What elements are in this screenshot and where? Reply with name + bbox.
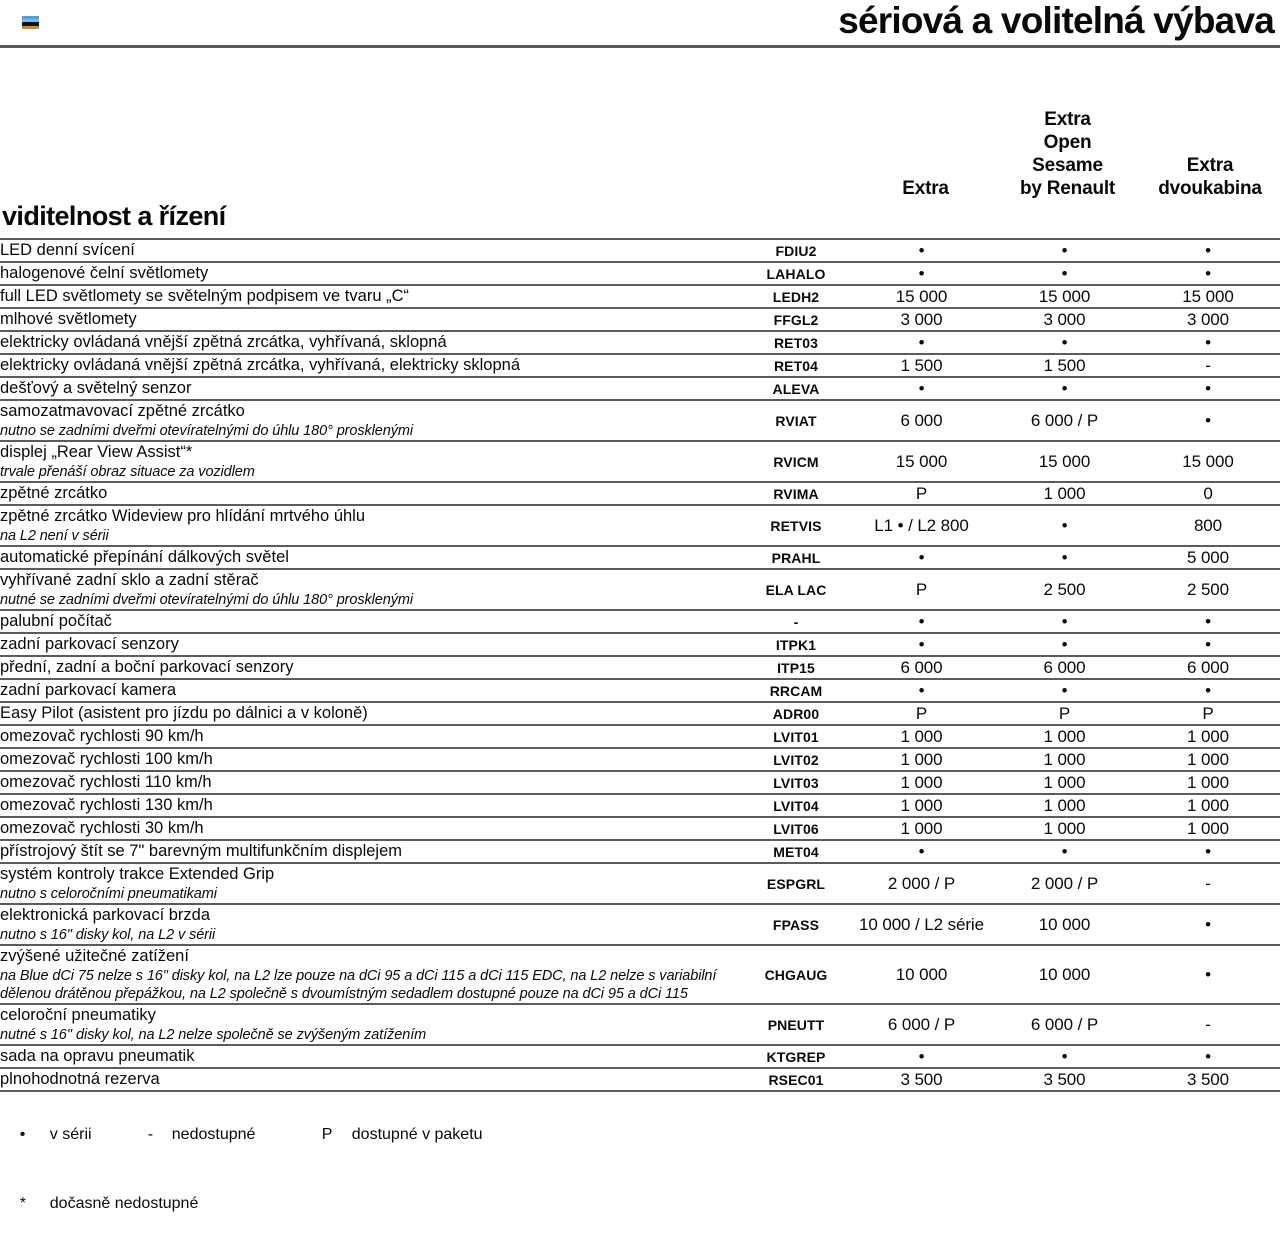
table-row bbox=[0, 702, 1280, 725]
table-row bbox=[0, 239, 1280, 262]
feature-cell bbox=[0, 610, 742, 633]
option-code-cell: PNEUTT bbox=[742, 1004, 850, 1045]
price-cell-col3: 3 500 bbox=[1136, 1068, 1280, 1091]
price-cell-col1: P bbox=[850, 702, 993, 725]
price-cell-col2: 1 000 bbox=[993, 725, 1136, 748]
feature-label: Easy Pilot (asistent pro jízdu po dálnici a v koloně) bbox=[0, 704, 368, 722]
table-row bbox=[0, 1045, 1280, 1068]
feature-label: omezovač rychlosti 130 km/h bbox=[0, 796, 213, 814]
price-cell-col2: 1 500 bbox=[993, 354, 1136, 377]
feature-cell bbox=[0, 656, 742, 679]
option-code-cell: PRAHL bbox=[742, 546, 850, 569]
table-row bbox=[0, 1068, 1280, 1091]
table-row bbox=[0, 482, 1280, 505]
price-cell-col1: • bbox=[850, 633, 993, 656]
column-header-extra-dvoukabina bbox=[1142, 154, 1278, 200]
option-code-cell: RVIAT bbox=[742, 400, 850, 441]
option-code-cell: LVIT04 bbox=[742, 794, 850, 817]
price-cell-col3: • bbox=[1136, 945, 1280, 1004]
price-cell-col2: P bbox=[993, 702, 1136, 725]
table-row bbox=[0, 441, 1280, 482]
price-cell-col2: • bbox=[993, 546, 1136, 569]
option-code-cell: RVIMA bbox=[742, 482, 850, 505]
legend-asterisk-label: dočasně nedostupné bbox=[49, 1195, 199, 1212]
feature-cell bbox=[0, 1068, 742, 1091]
feature-note: trvale přenáší obraz situace za vozidlem bbox=[0, 464, 255, 480]
table-row bbox=[0, 308, 1280, 331]
table-row bbox=[0, 377, 1280, 400]
feature-note: nutno s celoročními pneumatikami bbox=[0, 886, 217, 902]
price-cell-col3: • bbox=[1136, 239, 1280, 262]
feature-cell bbox=[0, 840, 742, 863]
table-row bbox=[0, 285, 1280, 308]
feature-label: omezovač rychlosti 90 km/h bbox=[0, 727, 204, 745]
feature-note: nutno s 16" disky kol, na L2 v sérii bbox=[0, 927, 216, 943]
price-cell-col2: 1 000 bbox=[993, 771, 1136, 794]
column-header-open-sesame-line4: by Renault bbox=[1019, 178, 1116, 199]
price-cell-col1: P bbox=[850, 482, 993, 505]
feature-label: plnohodnotná rezerva bbox=[0, 1070, 160, 1088]
option-code-cell: ADR00 bbox=[742, 702, 850, 725]
price-cell-col1: • bbox=[850, 262, 993, 285]
table-row bbox=[0, 904, 1280, 945]
option-code-cell: ESPGRL bbox=[742, 863, 850, 904]
price-cell-col2: 1 000 bbox=[993, 794, 1136, 817]
feature-label: displej „Rear View Assist“* bbox=[0, 443, 193, 461]
feature-label: zpětné zrcátko Wideview pro hlídání mrtvého úhlu bbox=[0, 507, 366, 525]
table-row bbox=[0, 610, 1280, 633]
column-header-open-sesame-line1: Extra bbox=[1044, 109, 1091, 130]
table-row bbox=[0, 400, 1280, 441]
feature-label: elektricky ovládaná vnější zpětná zrcátka, vyhřívaná, sklopná bbox=[0, 333, 447, 351]
feature-label: mlhové světlomety bbox=[0, 310, 137, 328]
legend-dash-symbol: - bbox=[147, 1126, 154, 1143]
feature-cell bbox=[0, 308, 742, 331]
price-cell-col3: 1 000 bbox=[1136, 748, 1280, 771]
feature-label: přední, zadní a boční parkovací senzory bbox=[0, 658, 294, 676]
feature-cell bbox=[0, 1045, 742, 1068]
price-cell-col1: 10 000 bbox=[850, 945, 993, 1004]
feature-note: na L2 není v sérii bbox=[0, 528, 109, 544]
feature-label: omezovač rychlosti 30 km/h bbox=[0, 819, 204, 837]
feature-cell bbox=[0, 482, 742, 505]
feature-cell bbox=[0, 400, 742, 441]
feature-cell bbox=[0, 748, 742, 771]
price-cell-col3: 1 000 bbox=[1136, 725, 1280, 748]
price-cell-col2: • bbox=[993, 262, 1136, 285]
table-row bbox=[0, 771, 1280, 794]
table-row bbox=[0, 817, 1280, 840]
price-cell-col1: 3 000 bbox=[850, 308, 993, 331]
price-cell-col2: 1 000 bbox=[993, 817, 1136, 840]
feature-cell bbox=[0, 262, 742, 285]
feature-label: zvýšené užitečné zatížení bbox=[0, 947, 189, 965]
legend-p-label: dostupné v paketu bbox=[351, 1126, 483, 1143]
feature-label: omezovač rychlosti 110 km/h bbox=[0, 773, 212, 791]
equipment-table bbox=[0, 238, 1280, 1092]
price-cell-col1: 10 000 / L2 série bbox=[850, 904, 993, 945]
table-row bbox=[0, 794, 1280, 817]
table-row bbox=[0, 546, 1280, 569]
feature-label: sada na opravu pneumatik bbox=[0, 1047, 195, 1065]
table-row bbox=[0, 262, 1280, 285]
price-cell-col2: • bbox=[993, 633, 1136, 656]
legend-dash-label: nedostupné bbox=[171, 1126, 256, 1143]
feature-cell bbox=[0, 441, 742, 482]
price-cell-col3: • bbox=[1136, 633, 1280, 656]
option-code-cell: RET04 bbox=[742, 354, 850, 377]
feature-cell bbox=[0, 505, 742, 546]
price-cell-col1: 1 500 bbox=[850, 354, 993, 377]
column-header-open-sesame-line2: Open bbox=[1043, 132, 1092, 153]
option-code-cell: CHGAUG bbox=[742, 945, 850, 1004]
section-title: viditelnost a řízení bbox=[2, 201, 226, 231]
legend-p-symbol: P bbox=[321, 1126, 333, 1143]
column-header-open-sesame-line3: Sesame bbox=[1032, 155, 1103, 176]
option-code-cell: ITP15 bbox=[742, 656, 850, 679]
price-cell-col2: 2 500 bbox=[993, 569, 1136, 610]
feature-cell bbox=[0, 546, 742, 569]
feature-cell bbox=[0, 354, 742, 377]
price-cell-col2: 15 000 bbox=[993, 285, 1136, 308]
price-cell-col1: 2 000 / P bbox=[850, 863, 993, 904]
equipment-table-body bbox=[0, 239, 1280, 1091]
price-cell-col2: • bbox=[993, 1045, 1136, 1068]
price-cell-col2: • bbox=[993, 610, 1136, 633]
option-code-cell: RET03 bbox=[742, 331, 850, 354]
feature-label: elektronická parkovací brzda bbox=[0, 906, 211, 924]
table-row bbox=[0, 569, 1280, 610]
price-cell-col3: 5 000 bbox=[1136, 546, 1280, 569]
option-code-cell: ALEVA bbox=[742, 377, 850, 400]
option-code-cell: FDIU2 bbox=[742, 239, 850, 262]
price-cell-col1: • bbox=[850, 679, 993, 702]
legend-row-2 bbox=[2, 1169, 1280, 1238]
feature-note: na Blue dCi 75 nelze s 16" disky kol, na L2 lze pouze na dCi 95 a dCi 115 a dCi 115 EDC, na L2 nelze s variabilní dělenou drátěnou přepážkou, na L2 společně s dvoumístným sedadlem dostupné pouze na dCi 95 a dCi 115 bbox=[0, 968, 717, 1002]
price-cell-col1: • bbox=[850, 239, 993, 262]
price-cell-col2: 2 000 / P bbox=[993, 863, 1136, 904]
option-code-cell: RRCAM bbox=[742, 679, 850, 702]
price-cell-col2: 15 000 bbox=[993, 441, 1136, 482]
option-code-cell: FPASS bbox=[742, 904, 850, 945]
column-header-extra-open-sesame bbox=[995, 108, 1140, 200]
price-cell-col3: 1 000 bbox=[1136, 771, 1280, 794]
option-code-cell: LVIT01 bbox=[742, 725, 850, 748]
option-code-cell: RETVIS bbox=[742, 505, 850, 546]
price-cell-col3: 1 000 bbox=[1136, 817, 1280, 840]
price-cell-col3: 2 500 bbox=[1136, 569, 1280, 610]
table-row bbox=[0, 748, 1280, 771]
price-cell-col1: 1 000 bbox=[850, 725, 993, 748]
price-cell-col1: 1 000 bbox=[850, 794, 993, 817]
price-cell-col1: 1 000 bbox=[850, 817, 993, 840]
price-cell-col1: • bbox=[850, 377, 993, 400]
price-cell-col1: L1 • / L2 800 bbox=[850, 505, 993, 546]
column-header-dvoukabina-line1: Extra bbox=[1186, 155, 1234, 176]
feature-cell bbox=[0, 725, 742, 748]
feature-cell bbox=[0, 945, 742, 1004]
price-cell-col3: 15 000 bbox=[1136, 285, 1280, 308]
price-cell-col1: • bbox=[850, 331, 993, 354]
option-code-cell: ITPK1 bbox=[742, 633, 850, 656]
feature-note: nutné se zadními dveřmi otevíratelnými do úhlu 180° prosklenými bbox=[0, 592, 413, 608]
feature-label: automatické přepínání dálkových světel bbox=[0, 548, 289, 566]
option-code-cell: RSEC01 bbox=[742, 1068, 850, 1091]
option-code-cell: LVIT06 bbox=[742, 817, 850, 840]
feature-label: halogenové čelní světlomety bbox=[0, 264, 209, 282]
feature-label: full LED světlomety se světelným podpisem ve tvaru „C“ bbox=[0, 287, 409, 305]
option-code-cell: LEDH2 bbox=[742, 285, 850, 308]
price-cell-col2: • bbox=[993, 239, 1136, 262]
price-cell-col1: 15 000 bbox=[850, 441, 993, 482]
price-cell-col3: 1 000 bbox=[1136, 794, 1280, 817]
table-row bbox=[0, 1004, 1280, 1045]
price-cell-col1: • bbox=[850, 840, 993, 863]
price-cell-col1: 6 000 bbox=[850, 656, 993, 679]
column-header-dvoukabina-line2: dvoukabina bbox=[1158, 178, 1262, 199]
feature-cell bbox=[0, 633, 742, 656]
feature-label: zadní parkovací kamera bbox=[0, 681, 177, 699]
price-cell-col1: 3 500 bbox=[850, 1068, 993, 1091]
table-row bbox=[0, 863, 1280, 904]
price-cell-col2: 6 000 / P bbox=[993, 1004, 1136, 1045]
price-cell-col3: • bbox=[1136, 331, 1280, 354]
column-headers bbox=[0, 48, 1280, 200]
column-header-extra bbox=[858, 177, 993, 200]
price-cell-col3: 0 bbox=[1136, 482, 1280, 505]
option-code-cell: LVIT02 bbox=[742, 748, 850, 771]
price-cell-col1: 6 000 bbox=[850, 400, 993, 441]
legend-bullet-label: v sérii bbox=[49, 1126, 92, 1143]
price-cell-col2: 6 000 bbox=[993, 656, 1136, 679]
option-code-cell: MET04 bbox=[742, 840, 850, 863]
feature-label: zadní parkovací senzory bbox=[0, 635, 179, 653]
option-code-cell: - bbox=[742, 610, 850, 633]
feature-label: zpětné zrcátko bbox=[0, 484, 108, 502]
column-header-extra-label: Extra bbox=[902, 178, 949, 199]
feature-cell bbox=[0, 1004, 742, 1045]
feature-label: vyhřívané zadní sklo a zadní stěrač bbox=[0, 571, 259, 589]
feature-label: samozatmavovací zpětné zrcátko bbox=[0, 402, 245, 420]
legend-bullet-symbol: • bbox=[19, 1126, 26, 1143]
table-row bbox=[0, 945, 1280, 1004]
price-cell-col3: 800 bbox=[1136, 505, 1280, 546]
option-code-cell: RVICM bbox=[742, 441, 850, 482]
feature-cell bbox=[0, 569, 742, 610]
price-cell-col3: • bbox=[1136, 610, 1280, 633]
price-cell-col2: 3 500 bbox=[993, 1068, 1136, 1091]
feature-label: palubní počítač bbox=[0, 612, 112, 630]
feature-cell bbox=[0, 817, 742, 840]
price-cell-col2: 3 000 bbox=[993, 308, 1136, 331]
price-cell-col3: • bbox=[1136, 679, 1280, 702]
price-cell-col3: - bbox=[1136, 354, 1280, 377]
price-cell-col2: • bbox=[993, 679, 1136, 702]
price-cell-col2: 10 000 bbox=[993, 945, 1136, 1004]
price-cell-col3: - bbox=[1136, 863, 1280, 904]
feature-label: celoroční pneumatiky bbox=[0, 1006, 156, 1024]
price-cell-col3: • bbox=[1136, 904, 1280, 945]
price-cell-col2: • bbox=[993, 505, 1136, 546]
price-cell-col2: 1 000 bbox=[993, 748, 1136, 771]
feature-label: systém kontroly trakce Extended Grip bbox=[0, 865, 275, 883]
feature-cell bbox=[0, 377, 742, 400]
price-cell-col3: 15 000 bbox=[1136, 441, 1280, 482]
feature-cell bbox=[0, 863, 742, 904]
price-cell-col2: 6 000 / P bbox=[993, 400, 1136, 441]
price-cell-col1: • bbox=[850, 1045, 993, 1068]
option-code-cell: LVIT03 bbox=[742, 771, 850, 794]
option-code-cell: FFGL2 bbox=[742, 308, 850, 331]
feature-label: omezovač rychlosti 100 km/h bbox=[0, 750, 213, 768]
feature-cell bbox=[0, 285, 742, 308]
price-cell-col3: - bbox=[1136, 1004, 1280, 1045]
price-cell-col3: • bbox=[1136, 262, 1280, 285]
option-code-cell: KTGREP bbox=[742, 1045, 850, 1068]
feature-label: dešťový a světelný senzor bbox=[0, 379, 192, 397]
option-code-cell: ELA LAC bbox=[742, 569, 850, 610]
feature-cell bbox=[0, 771, 742, 794]
price-cell-col2: • bbox=[993, 840, 1136, 863]
legend-asterisk-symbol: * bbox=[19, 1195, 27, 1212]
price-cell-col2: 10 000 bbox=[993, 904, 1136, 945]
table-row bbox=[0, 331, 1280, 354]
price-cell-col2: • bbox=[993, 331, 1136, 354]
page-header bbox=[0, 0, 1280, 48]
feature-cell bbox=[0, 239, 742, 262]
price-cell-col1: • bbox=[850, 610, 993, 633]
price-cell-col1: P bbox=[850, 569, 993, 610]
page-title: sériová a volitelná výbava bbox=[838, 0, 1274, 41]
price-cell-col3: 3 000 bbox=[1136, 308, 1280, 331]
feature-note: nutné s 16'' disky kol, na L2 nelze společně se zvýšeným zatížením bbox=[0, 1027, 427, 1043]
price-cell-col3: • bbox=[1136, 400, 1280, 441]
feature-label: přístrojový štít se 7" barevným multifunkčním displejem bbox=[0, 842, 402, 860]
price-cell-col1: 6 000 / P bbox=[850, 1004, 993, 1045]
feature-cell bbox=[0, 794, 742, 817]
price-cell-col1: 1 000 bbox=[850, 748, 993, 771]
table-row bbox=[0, 633, 1280, 656]
feature-cell bbox=[0, 331, 742, 354]
feature-label: elektricky ovládaná vnější zpětná zrcátka, vyhřívaná, elektricky sklopná bbox=[0, 356, 520, 374]
table-row bbox=[0, 656, 1280, 679]
feature-cell bbox=[0, 679, 742, 702]
price-cell-col3: 6 000 bbox=[1136, 656, 1280, 679]
legend bbox=[0, 1092, 1280, 1238]
price-cell-col3: P bbox=[1136, 702, 1280, 725]
table-row bbox=[0, 725, 1280, 748]
option-code-cell: LAHALO bbox=[742, 262, 850, 285]
price-cell-col3: • bbox=[1136, 377, 1280, 400]
price-cell-col1: 15 000 bbox=[850, 285, 993, 308]
price-cell-col2: 1 000 bbox=[993, 482, 1136, 505]
price-cell-col3: • bbox=[1136, 840, 1280, 863]
feature-cell bbox=[0, 904, 742, 945]
table-row bbox=[0, 505, 1280, 546]
renault-brand-logo-icon bbox=[22, 16, 39, 31]
price-cell-col3: • bbox=[1136, 1045, 1280, 1068]
price-cell-col1: • bbox=[850, 546, 993, 569]
price-cell-col1: 1 000 bbox=[850, 771, 993, 794]
table-row bbox=[0, 679, 1280, 702]
table-row bbox=[0, 354, 1280, 377]
feature-label: LED denní svícení bbox=[0, 241, 135, 259]
feature-note: nutno se zadními dveřmi otevíratelnými do úhlu 180° prosklenými bbox=[0, 423, 413, 439]
legend-row-1 bbox=[2, 1100, 1280, 1169]
price-cell-col2: • bbox=[993, 377, 1136, 400]
table-row bbox=[0, 840, 1280, 863]
feature-cell bbox=[0, 702, 742, 725]
